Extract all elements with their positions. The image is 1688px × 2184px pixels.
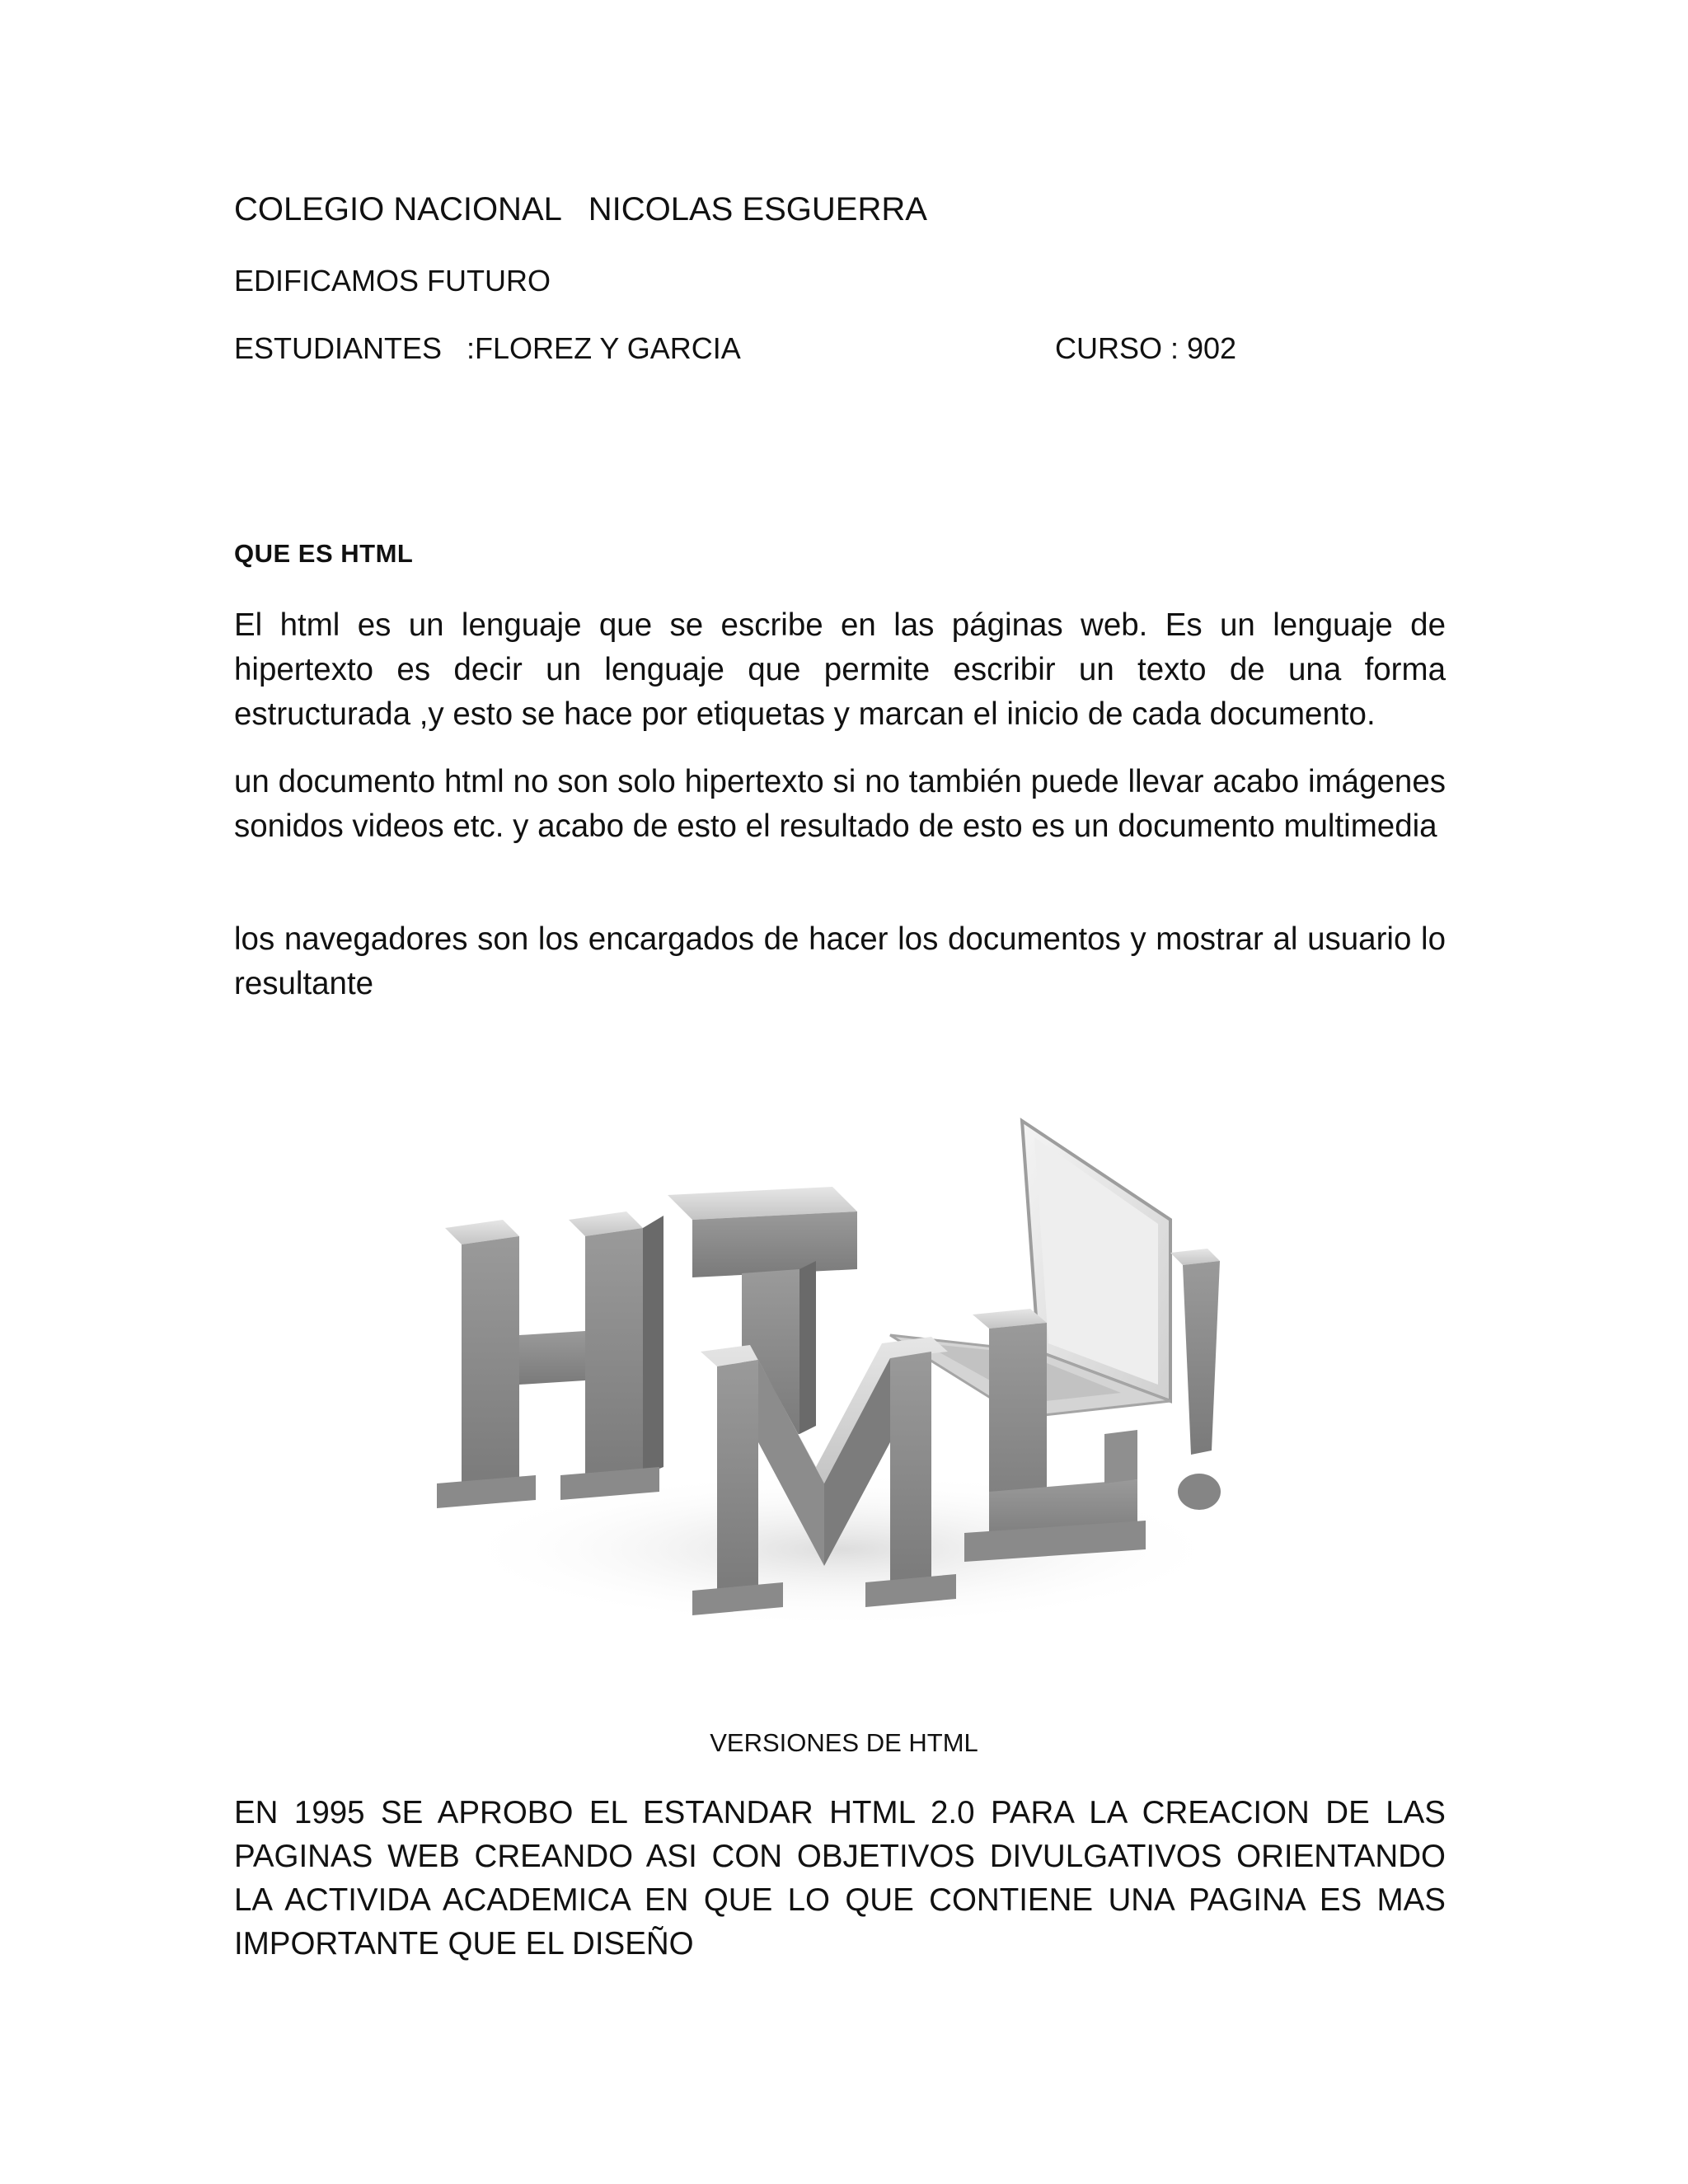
paragraph-multimedia: un documento html no son solo hipertexto si no también puede llevar acabo imágenes sonidos videos etc. y acabo de esto el resultado de esto es un documento multimedia <box>234 764 1446 844</box>
html-illustration <box>429 1104 1261 1632</box>
paragraph-browsers: los navegadores son los encargados de hacer los documentos y mostrar al usuario lo resultante <box>234 921 1446 1001</box>
course-label: CURSO : 902 <box>1055 331 1237 365</box>
school-name: COLEGIO NACIONAL NICOLAS ESGUERRA <box>234 191 927 227</box>
students-line: ESTUDIANTES :FLOREZ Y GARCIA <box>234 331 741 365</box>
section-heading-what-is-html: QUE ES HTML <box>234 539 414 568</box>
paragraph-versions: EN 1995 SE APROBO EL ESTANDAR HTML 2.0 PARA LA CREACION DE LAS PAGINAS WEB CREANDO ASI CON OBJETIVOS DIVULGATIVOS ORIENTANDO LA ACTIVIDA ACADEMICA EN QUE LO QUE CONTIENE UNA PAGINA ES MAS IMPORTANTE QUE EL DISEÑO <box>234 1795 1446 1961</box>
section-heading-versions: VERSIONES DE HTML <box>710 1728 978 1757</box>
paragraph-definition: El html es un lenguaje que se escribe en las páginas web. Es un lenguaje de hipertexto es decir un lenguaje que permite escribir un texto de una forma estructurada ,y esto se hace por etiquetas y marcan el inicio de cada documento. <box>234 607 1446 732</box>
school-motto: EDIFICAMOS FUTURO <box>234 264 551 298</box>
